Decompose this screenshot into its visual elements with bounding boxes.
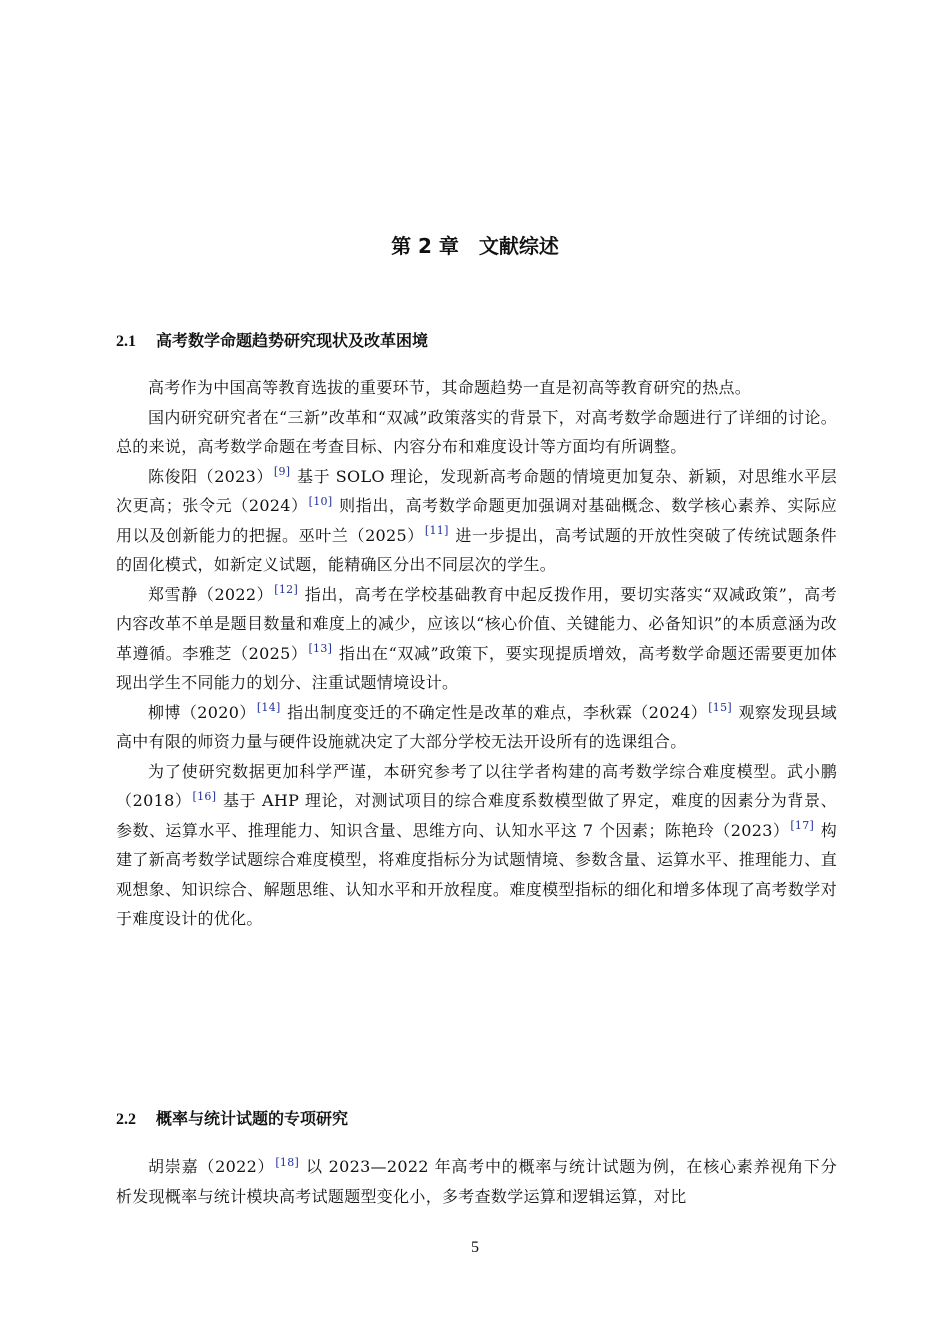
citation-reference[interactable]: [13] (308, 642, 333, 656)
paragraph-text: 国内研究研究者在“三新”改革和“双减”政策落实的背景下，对高考数学命题进行了详细的讨论。总的来说，高考数学命题在考查目标、内容分布和难度设计等方面均有所调整。 (116, 407, 837, 456)
citation-reference[interactable]: [18] (275, 1155, 300, 1169)
section-number: 2.1 (116, 333, 136, 350)
paragraph-text: 观察发现县域高中有限的师资力量与硬件设施就决定了大部分学校无法开设所有的选课组合。 (116, 702, 838, 751)
section-body (116, 1152, 837, 1211)
paragraph (116, 403, 837, 462)
citation-reference[interactable]: [11] (424, 524, 449, 538)
paragraph-text: 以 2023—2022 年高考中的概率与统计试题为例，在核心素养视角下分析发现概率与统计模块高考试题题型变化小，多考查数学运算和逻辑运算，对比 (116, 1157, 837, 1206)
chapter-title: 第 2 章 文献综述 (391, 234, 559, 258)
citation-reference[interactable]: [10] (308, 494, 333, 508)
paragraph-text: 胡崇嘉（2022） (148, 1157, 275, 1176)
paragraph (116, 462, 837, 580)
citation-reference[interactable]: [9] (273, 465, 291, 479)
paragraph-text: 陈俊阳（2023） (148, 466, 273, 486)
citation-reference[interactable]: [14] (256, 701, 281, 715)
paragraph-text: 高考作为中国高等教育选拔的重要环节，其命题趋势一直是初高等教育研究的热点。 (148, 378, 752, 397)
paragraph-text: 则指出，高考数学命题更加强调对基础概念、数学核心素养、实际应用以及创新能力的把握。巫叶兰（2025） (116, 496, 837, 545)
paragraph-text: 基于 AHP 理论，对测试项目的综合难度系数模型做了界定，难度的因素分为背景、参数、运算水平、推理能力、知识含量、思维方向、认知水平这 7 个因素；陈艳玲（2023） (116, 791, 837, 840)
paragraph-text: 构建了新高考数学试题综合难度模型，将难度指标分为试题情境、参数含量、运算水平、推理能力、直观想象、知识综合、解题思维、认知水平和开放程度。难度模型指标的细化和增多体现了高考数学对于难度设计的优化。 (116, 820, 837, 928)
paragraph-text: 柳博（2020） (148, 702, 256, 722)
paragraph-text: 指出，高考在学校基础教育中起反拨作用，要切实落实“双减政策”，高考内容改革不单是题目数量和难度上的减少，应该以“核心价值、关键能力、必备知识”的本质意涵为改革遵循。李雅芝（2025） (116, 584, 837, 663)
paragraph (116, 1152, 837, 1211)
citation-reference[interactable]: [17] (790, 819, 815, 833)
paragraph-text: 进一步提出，高考试题的开放性突破了传统试题条件的固化模式，如新定义试题，能精确区分出不同层次的学生。 (116, 525, 837, 574)
paragraph (116, 373, 837, 403)
paragraph-text: 指出在“双减”政策下，要实现提质增效，高考数学命题还需要更加体现出学生不同能力的划分、注重试题情境设计。 (116, 643, 837, 692)
paragraph-text: 为了使研究数据更加科学严谨，本研究参考了以往学者构建的高考数学综合难度模型。武小鹏（2018） (116, 761, 837, 810)
citation-reference[interactable]: [12] (274, 583, 299, 597)
section-heading (116, 328, 836, 355)
citation-reference[interactable]: [15] (708, 701, 732, 715)
paragraph (116, 698, 837, 757)
page-number: 5 (471, 1239, 479, 1256)
paragraph (116, 757, 837, 934)
paragraph-text: 指出制度变迁的不确定性是改革的难点，李秋霖（2024） (281, 702, 708, 722)
section-title: 概率与统计试题的专项研究 (156, 1109, 349, 1128)
citation-reference[interactable]: [16] (192, 789, 217, 803)
paragraph-text: 基于 SOLO 理论，发现新高考命题的情境更加复杂、新颖，对思维水平层次更高；张令元（2024） (116, 466, 837, 515)
section-title: 高考数学命题趋势研究现状及改革困境 (156, 331, 429, 350)
section-body (116, 373, 837, 934)
section-number: 2.2 (116, 1111, 136, 1128)
paragraph-text: 郑雪静（2022） (148, 584, 274, 604)
paragraph (116, 580, 837, 698)
section-heading (116, 1106, 836, 1133)
